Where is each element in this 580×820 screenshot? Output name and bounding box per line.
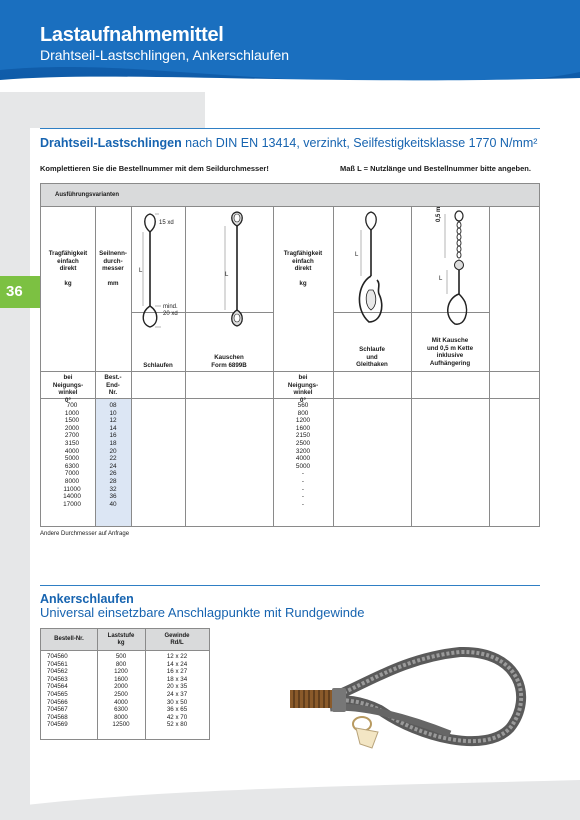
load-cell: 6300 bbox=[114, 706, 128, 714]
diagram4-label-chain: 0,5 m bbox=[436, 206, 442, 222]
load-cell: 4000 bbox=[114, 698, 128, 706]
diameter-cell: 24 bbox=[109, 462, 117, 470]
diameter-cell: 12 bbox=[109, 417, 117, 425]
load-cell: 2500 bbox=[114, 690, 128, 698]
thread-cell: 18 x 34 bbox=[166, 675, 188, 683]
variant-label-loops: Schlaufen bbox=[143, 362, 173, 369]
capacity2-cell: 5000 bbox=[295, 462, 311, 470]
thread-cell: 12 x 22 bbox=[166, 653, 188, 660]
load-cell: 12500 bbox=[112, 721, 130, 729]
capacity-cell: 1500 bbox=[64, 417, 80, 425]
capacity-cell: 700 bbox=[66, 402, 78, 409]
section2-subtitle: Universal einsetzbare Anschlagpunkte mit Rundgewinde bbox=[40, 605, 365, 620]
sling-table bbox=[40, 183, 540, 527]
order-number-cell: 704564 bbox=[47, 683, 68, 691]
order-number-cell: 704566 bbox=[47, 698, 68, 706]
order-number-cell: 704562 bbox=[47, 668, 68, 676]
diameter-cell: 22 bbox=[109, 455, 117, 463]
capacity2-cell: 2500 bbox=[295, 439, 311, 447]
chain-sling-diagram bbox=[425, 210, 485, 328]
anchor-table bbox=[40, 628, 210, 740]
thread-column bbox=[145, 653, 209, 729]
order-end-header: Best.- End- Nr. bbox=[104, 374, 122, 396]
page-number: 36 bbox=[6, 283, 23, 300]
order-number-cell: 704569 bbox=[47, 721, 68, 729]
angle-header-left: bei Neigungs- winkel 0° bbox=[52, 374, 84, 404]
diameter-cell: 14 bbox=[109, 424, 117, 432]
capacity2-cell: 800 bbox=[297, 409, 309, 417]
capacity2-cell: 1200 bbox=[295, 417, 311, 425]
capacity-cell: 1000 bbox=[64, 409, 80, 417]
capacity-cell: 7000 bbox=[64, 470, 80, 478]
diagram1-label-top: 15 xd bbox=[159, 220, 174, 226]
page-subtitle: Drahtseil-Lastschlingen, Ankerschlaufen bbox=[40, 47, 290, 63]
page-header bbox=[0, 0, 580, 92]
capacity-cell: 14000 bbox=[63, 493, 81, 501]
section1-title: Drahtseil-Lastschlingen nach DIN EN 13414, verzinkt, Seilfestigkeitsklasse 1770 N/mm² bbox=[40, 136, 538, 150]
capacity2-cell: - bbox=[301, 485, 305, 493]
diameter-cell: 36 bbox=[109, 493, 117, 501]
variant-label-thimbles: Kauschen Form 6899B bbox=[211, 354, 247, 369]
thimble-sling-diagram bbox=[217, 210, 257, 328]
variant-label-chain: Mit Kausche und 0,5 m Kette inklusive Aufhängering bbox=[426, 337, 474, 367]
diameter-header: Seilnenn- durch- messer mm bbox=[99, 250, 127, 287]
capacity2-cell: - bbox=[301, 477, 305, 485]
footer-wave-graphic bbox=[0, 760, 580, 820]
capacity-cell: 17000 bbox=[63, 500, 81, 508]
load-cell: 2000 bbox=[114, 683, 128, 691]
thread-cell: 52 x 80 bbox=[166, 721, 188, 729]
order-number-column bbox=[47, 653, 95, 729]
diameter-cell: 32 bbox=[109, 485, 117, 493]
diagram3-label-L: L bbox=[355, 252, 359, 258]
footnote: Andere Durchmesser auf Anfrage bbox=[40, 531, 130, 537]
thread-cell: 14 x 24 bbox=[166, 660, 188, 668]
thread-cell: 16 x 27 bbox=[166, 668, 188, 676]
load-column bbox=[97, 653, 145, 729]
anchor-loop-photo bbox=[290, 628, 540, 768]
capacity-cell: 3150 bbox=[64, 439, 80, 447]
angle-header-right: bei Neigungs- winkel 0° bbox=[287, 374, 319, 404]
capacity-column bbox=[41, 402, 103, 508]
order-note: Komplettieren Sie die Bestellnummer mit dem Seildurchmesser! bbox=[40, 164, 269, 173]
capacity2-cell: 560 bbox=[297, 402, 309, 409]
diameter-cell: 40 bbox=[109, 500, 117, 508]
order-number-cell: 704560 bbox=[47, 653, 68, 660]
section1-rule bbox=[40, 128, 540, 129]
order-number-cell: 704563 bbox=[47, 675, 68, 683]
order-number-cell: 704561 bbox=[47, 660, 68, 668]
thread-cell: 20 x 35 bbox=[166, 683, 188, 691]
diameter-cell: 10 bbox=[109, 409, 117, 417]
load-cell: 8000 bbox=[114, 713, 128, 721]
thread-cell: 30 x 50 bbox=[166, 698, 188, 706]
diameter-cell: 26 bbox=[109, 470, 117, 478]
diagram2-label-L: L bbox=[225, 272, 229, 278]
capacity-cell: 8000 bbox=[64, 477, 80, 485]
capacity2-column bbox=[273, 402, 333, 508]
load-cell: 500 bbox=[115, 653, 127, 660]
diameter-cell: 20 bbox=[109, 447, 117, 455]
diameter-cell: 18 bbox=[109, 439, 117, 447]
diagram1-label-L: L bbox=[139, 268, 143, 274]
top-gray-block bbox=[30, 92, 205, 128]
hook-sling-diagram bbox=[347, 210, 401, 328]
header-order-number: Bestell-Nr. bbox=[54, 636, 84, 642]
capacity2-header: Tragfähigkeit einfach direkt kg bbox=[283, 250, 323, 287]
diameter-cell: 16 bbox=[109, 432, 117, 440]
diameter-cell: 08 bbox=[109, 402, 117, 409]
diameter-cell: 28 bbox=[109, 477, 117, 485]
capacity-cell: 6300 bbox=[64, 462, 80, 470]
section2-rule bbox=[40, 585, 540, 586]
diameter-column bbox=[95, 402, 131, 508]
load-cell: 1200 bbox=[114, 668, 128, 676]
load-cell: 1600 bbox=[114, 675, 128, 683]
diagram4-label-L: L bbox=[439, 276, 443, 282]
thread-cell: 36 x 65 bbox=[166, 706, 188, 714]
variant-label-hook: Schlaufe und Gleithaken bbox=[356, 346, 388, 368]
diagram1-label-bottom: mind. 20 xd bbox=[163, 304, 178, 317]
thread-cell: 24 x 37 bbox=[166, 690, 188, 698]
header-thread: Gewinde Rd/L bbox=[164, 633, 190, 646]
order-number-cell: 704565 bbox=[47, 690, 68, 698]
table-header: Ausführungsvarianten bbox=[41, 184, 539, 207]
capacity-header: Tragfähigkeit einfach direkt kg bbox=[48, 250, 88, 287]
order-number-cell: 704567 bbox=[47, 706, 68, 714]
capacity-cell: 2700 bbox=[64, 432, 80, 440]
thread-cell: 42 x 70 bbox=[166, 713, 188, 721]
section2-title: Ankerschlaufen bbox=[40, 592, 134, 606]
header-load: Laststufe kg bbox=[107, 633, 135, 646]
capacity2-cell: 3200 bbox=[295, 447, 311, 455]
capacity2-cell: - bbox=[301, 500, 305, 508]
capacity-cell: 2000 bbox=[64, 424, 80, 432]
length-note: Maß L = Nutzlänge und Bestellnummer bitte angeben. bbox=[340, 164, 531, 173]
capacity-cell: 5000 bbox=[64, 455, 80, 463]
order-number-cell: 704568 bbox=[47, 713, 68, 721]
capacity-cell: 4000 bbox=[64, 447, 80, 455]
capacity-cell: 11000 bbox=[63, 485, 81, 493]
page-title: Lastaufnahmemittel bbox=[40, 24, 224, 46]
capacity2-cell: 1600 bbox=[295, 424, 311, 432]
capacity2-cell: 4000 bbox=[295, 455, 311, 463]
capacity2-cell: - bbox=[301, 493, 305, 501]
left-margin-band bbox=[0, 92, 30, 820]
capacity2-cell: 2150 bbox=[295, 432, 311, 440]
load-cell: 800 bbox=[115, 660, 127, 668]
capacity2-cell: - bbox=[301, 470, 305, 478]
